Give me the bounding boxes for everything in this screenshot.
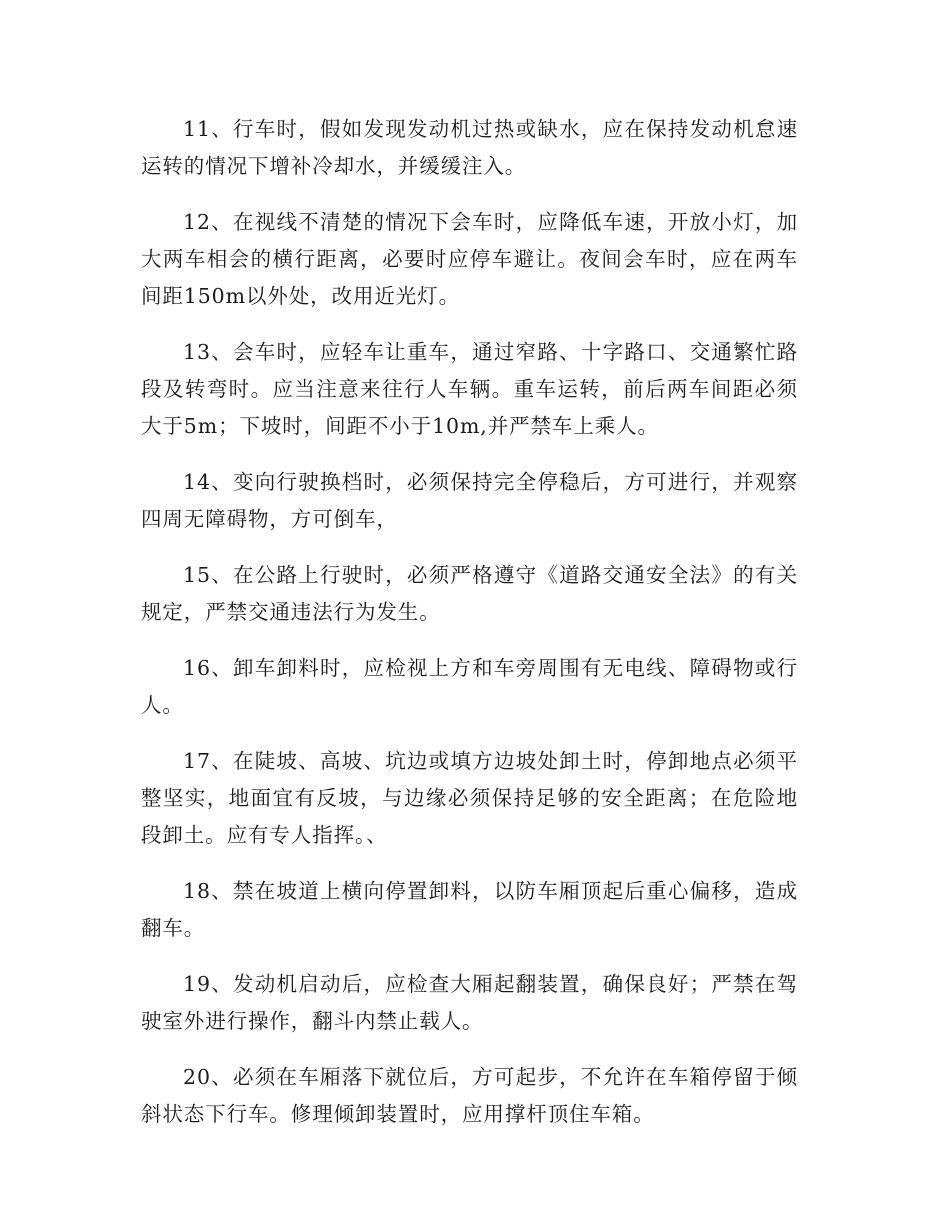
paragraph-item-13: 13、会车时，应轻车让重车，通过窄路、十字路口、交通繁忙路段及转弯时。应当注意来往行人车辆。重车运转，前后两车间距必须大于5m；下坡时，间距不小于10m,并严禁车上乘人。 [141,340,798,438]
paragraph-item-16: 16、卸车卸料时，应检视上方和车旁周围有无电线、障碍物或行人。 [141,656,798,717]
paragraph-item-14: 14、变向行驶换档时，必须保持完全停稳后，方可进行，并观察四周无障碍物，方可倒车， [141,470,798,531]
paragraph-item-19: 19、发动机启动后，应检查大厢起翻装置，确保良好；严禁在驾驶室外进行操作，翻斗内禁止载人。 [141,972,798,1033]
paragraph-item-17: 17、在陡坡、高坡、坑边或填方边坡处卸土时，停卸地点必须平整坚实，地面宜有反坡，与边缘必须保持足够的安全距离；在危险地段卸土。应有专人指挥。、 [141,749,798,847]
paragraph-item-12: 12、在视线不清楚的情况下会车时，应降低车速，开放小灯，加大两车相会的横行距离，必要时应停车避让。夜间会车时，应在两车间距150m以外处，改用近光灯。 [141,210,798,308]
paragraph-item-15: 15、在公路上行驶时，必须严格遵守《道路交通安全法》的有关规定，严禁交通违法行为发生。 [141,563,798,624]
paragraph-item-18: 18、禁在坡道上横向停置卸料，以防车厢顶起后重心偏移，造成翻车。 [141,879,798,940]
paragraph-item-20: 20、必须在车厢落下就位后，方可起步，不允许在车箱停留于倾斜状态下行车。修理倾卸装置时，应用撑杆顶住车箱。 [141,1065,798,1126]
paragraph-item-11: 11、行车时，假如发现发动机过热或缺水，应在保持发动机怠速运转的情况下增补冷却水，并缓缓注入。 [141,117,798,178]
